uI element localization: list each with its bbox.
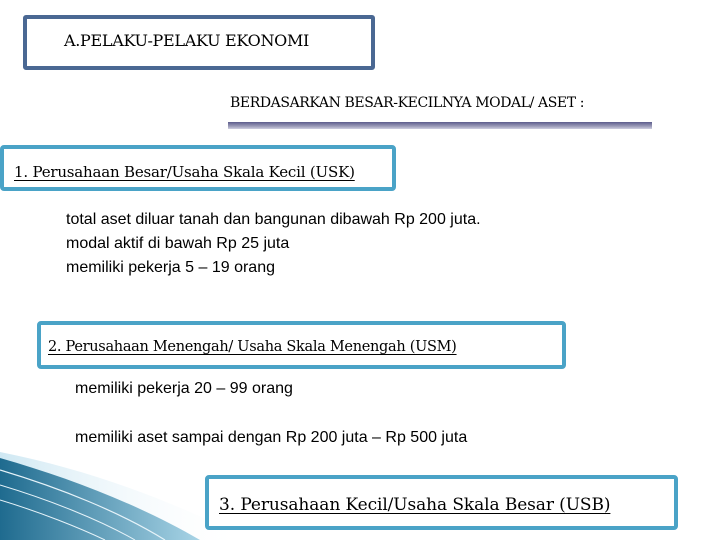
category-2-point: memiliki pekerja 20 – 99 orang <box>75 380 293 397</box>
slide-title: A.PELAKU-PELAKU EKONOMI <box>64 31 310 50</box>
category-1-heading: 1. Perusahaan Besar/Usaha Skala Kecil (USK) <box>14 163 355 181</box>
category-2-point: memiliki aset sampai dengan Rp 200 juta – Rp 500 juta <box>75 429 468 446</box>
category-1-point: memiliki pekerja 5 – 19 orang <box>66 259 275 276</box>
title-box <box>23 15 375 70</box>
category-1-point: total aset diluar tanah dan bangunan dibawah Rp 200 juta. <box>66 211 481 228</box>
category-2-heading: 2. Perusahaan Menengah/ Usaha Skala Menengah (USM) <box>48 339 457 355</box>
category-1-point: modal aktif di bawah Rp 25 juta <box>66 235 290 252</box>
slide-subtitle: BERDASARKAN BESAR-KECILNYA MODAL/ ASET : <box>230 95 585 111</box>
category-3-heading: 3. Perusahaan Kecil/Usaha Skala Besar (USB) <box>219 495 611 515</box>
subtitle-underline-bar <box>228 122 652 129</box>
category-1-heading-box <box>0 145 396 191</box>
category-2-heading-box <box>37 321 566 369</box>
category-3-heading-box <box>205 475 678 530</box>
